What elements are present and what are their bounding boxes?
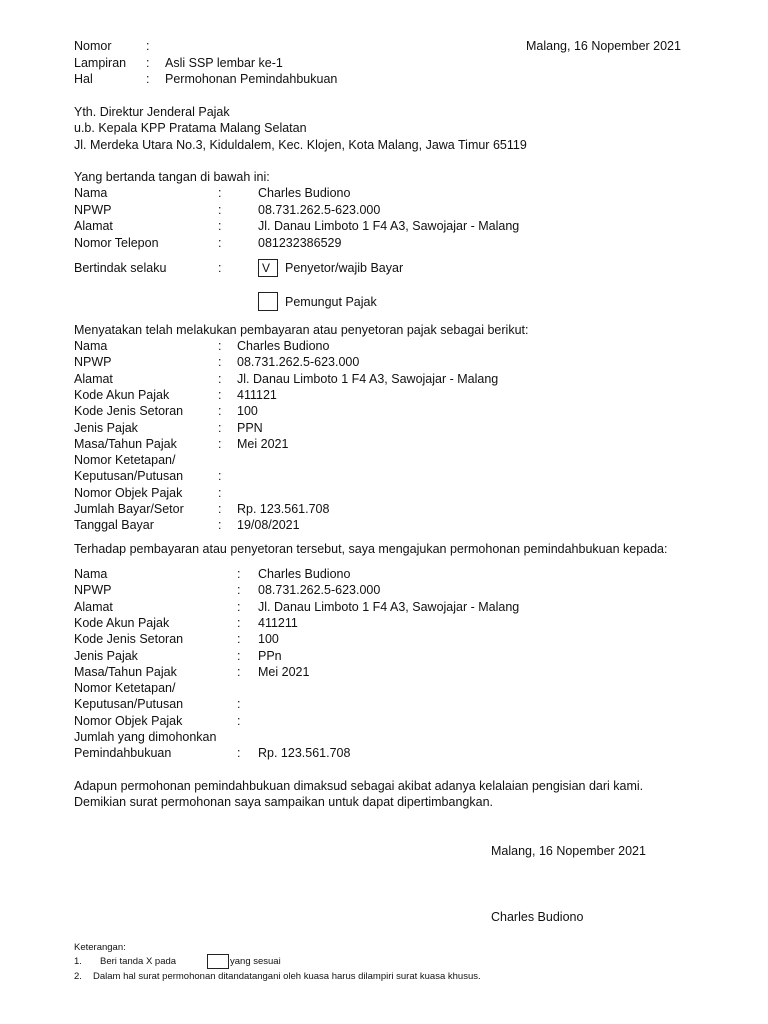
- field-value: Rp. 123.561.708: [258, 746, 351, 761]
- field-label: Nomor Objek Pajak: [74, 485, 183, 500]
- field-value: Rp. 123.561.708: [237, 502, 330, 516]
- acting-colon: :: [218, 261, 222, 275]
- field-label: Kode Akun Pajak: [74, 615, 170, 630]
- field-label: Lampiran: [74, 55, 127, 70]
- field-colon: :: [218, 420, 222, 435]
- field-label: Nama: [74, 339, 108, 353]
- field-label: Jenis Pajak: [74, 420, 138, 435]
- field-colon: :: [218, 469, 222, 484]
- field-colon: :: [218, 404, 222, 419]
- signature-name: Charles Budiono: [491, 910, 584, 924]
- field-colon: :: [237, 648, 241, 663]
- field-colon: :: [146, 72, 150, 86]
- field-label: Kode Jenis Setoran: [74, 632, 184, 647]
- field-colon: :: [218, 339, 222, 353]
- field-colon: :: [237, 583, 241, 598]
- notes-item-2-number: 2.: [74, 971, 82, 982]
- field-label: Kode Jenis Setoran: [74, 404, 184, 419]
- field-label: NPWP: [74, 355, 112, 370]
- field-label: Nomor: [74, 39, 112, 53]
- field-label: Hal: [74, 72, 93, 86]
- field-colon: :: [218, 502, 222, 516]
- field-value: 100: [258, 632, 279, 647]
- field-label: Keputusan/Putusan: [74, 697, 184, 712]
- notes-item-1-after: yang sesuai: [230, 956, 281, 967]
- field-label: Tanggal Bayar: [74, 518, 154, 533]
- field-value: Mei 2021: [237, 436, 289, 451]
- field-colon: :: [237, 713, 241, 728]
- field-value: PPn: [258, 648, 282, 663]
- field-label: NPWP: [74, 202, 112, 217]
- notes-example-checkbox: [207, 954, 229, 969]
- field-label: Jumlah yang dimohonkan: [74, 730, 217, 744]
- signature-place-date: Malang, 16 Nopember 2021: [491, 844, 646, 858]
- header-place-date: Malang, 16 Nopember 2021: [526, 39, 681, 53]
- field-label: Jumlah Bayar/Setor: [74, 502, 184, 516]
- field-colon: :: [237, 567, 241, 581]
- notes-item-2-text: Dalam hal surat permohonan ditandatangani oleh kuasa harus dilampiri surat kuasa khusus.: [93, 971, 481, 982]
- field-value: 19/08/2021: [237, 518, 300, 533]
- field-colon: :: [218, 371, 222, 386]
- notes-item-1-text: Beri tanda X pada: [100, 956, 177, 967]
- field-label: Alamat: [74, 219, 113, 233]
- signer-intro: Yang bertanda tangan di bawah ini:: [74, 170, 270, 184]
- field-value: 081232386529: [258, 235, 342, 250]
- field-value: 08.731.262.5-623.000: [237, 355, 360, 370]
- field-value: 411121: [237, 387, 277, 402]
- payment-intro: Menyatakan telah melakukan pembayaran atau penyetoran pajak sebagai berikut:: [74, 323, 529, 337]
- field-label: Pemindahbukuan: [74, 746, 172, 761]
- field-value: Jl. Danau Limboto 1 F4 A3, Sawojajar - Malang: [258, 599, 520, 614]
- transfer-intro: Terhadap pembayaran atau penyetoran tersebut, saya mengajukan permohonan pemindahbukuan kepada:: [74, 542, 668, 556]
- field-value: Charles Budiono: [237, 339, 330, 353]
- field-label: Kode Akun Pajak: [74, 387, 170, 402]
- field-value: 100: [237, 404, 258, 419]
- field-value: PPN: [237, 420, 263, 435]
- field-colon: :: [218, 485, 222, 500]
- field-colon: :: [218, 186, 222, 200]
- field-colon: :: [218, 387, 222, 402]
- field-colon: :: [237, 664, 241, 679]
- recipient-line-1: Yth. Direktur Jenderal Pajak: [74, 105, 230, 119]
- field-colon: :: [218, 202, 222, 217]
- field-label: Nomor Telepon: [74, 235, 159, 250]
- field-label: Alamat: [74, 371, 113, 386]
- field-label: Nama: [74, 186, 108, 200]
- notes-item-1-number: 1.: [74, 956, 82, 967]
- field-value: Permohonan Pemindahbukuan: [165, 72, 338, 86]
- field-label: Nomor Ketetapan/: [74, 453, 176, 468]
- field-value: 08.731.262.5-623.000: [258, 583, 381, 598]
- recipient-line-2: u.b. Kepala KPP Pratama Malang Selatan: [74, 121, 307, 135]
- closing-line-2: Demikian surat permohonan saya sampaikan untuk dapat dipertimbangkan.: [74, 795, 493, 809]
- field-label: Jenis Pajak: [74, 648, 138, 663]
- recipient-line-3: Jl. Merdeka Utara No.3, Kiduldalem, Kec. Klojen, Kota Malang, Jawa Timur 65119: [74, 138, 527, 152]
- field-label: Keputusan/Putusan: [74, 469, 184, 484]
- notes-title: Keterangan:: [74, 942, 126, 953]
- field-colon: :: [237, 599, 241, 614]
- field-value: Jl. Danau Limboto 1 F4 A3, Sawojajar - Malang: [258, 219, 520, 233]
- field-label: Masa/Tahun Pajak: [74, 664, 177, 679]
- field-colon: :: [237, 615, 241, 630]
- field-colon: :: [237, 746, 241, 761]
- field-value: Charles Budiono: [258, 567, 351, 581]
- field-colon: :: [237, 697, 241, 712]
- closing-line-1: Adapun permohonan pemindahbukuan dimaksud sebagai akibat adanya kelalaian pengisian dari kami.: [74, 779, 644, 793]
- pemungut-option-label: Pemungut Pajak: [285, 295, 377, 309]
- field-value: Mei 2021: [258, 664, 310, 679]
- field-value: Asli SSP lembar ke-1: [165, 55, 283, 70]
- field-colon: :: [237, 632, 241, 647]
- field-colon: :: [218, 355, 222, 370]
- field-value: Jl. Danau Limboto 1 F4 A3, Sawojajar - Malang: [237, 371, 499, 386]
- field-label: Nomor Ketetapan/: [74, 681, 176, 696]
- pemungut-checkbox[interactable]: [258, 292, 278, 311]
- field-colon: :: [146, 55, 150, 70]
- checkbox-check-mark: V: [262, 261, 271, 275]
- field-colon: :: [218, 436, 222, 451]
- field-colon: :: [218, 518, 222, 533]
- field-label: NPWP: [74, 583, 112, 598]
- field-colon: :: [218, 219, 222, 233]
- field-label: Nama: [74, 567, 108, 581]
- field-value: Charles Budiono: [258, 186, 351, 200]
- field-value: 411211: [258, 615, 298, 630]
- field-colon: :: [218, 235, 222, 250]
- field-colon: :: [146, 39, 150, 53]
- field-label: Masa/Tahun Pajak: [74, 436, 177, 451]
- field-value: 08.731.262.5-623.000: [258, 202, 381, 217]
- field-label: Nomor Objek Pajak: [74, 713, 183, 728]
- penyetor-option-label: Penyetor/wajib Bayar: [285, 261, 404, 275]
- field-label: Alamat: [74, 599, 113, 614]
- acting-label: Bertindak selaku: [74, 261, 167, 275]
